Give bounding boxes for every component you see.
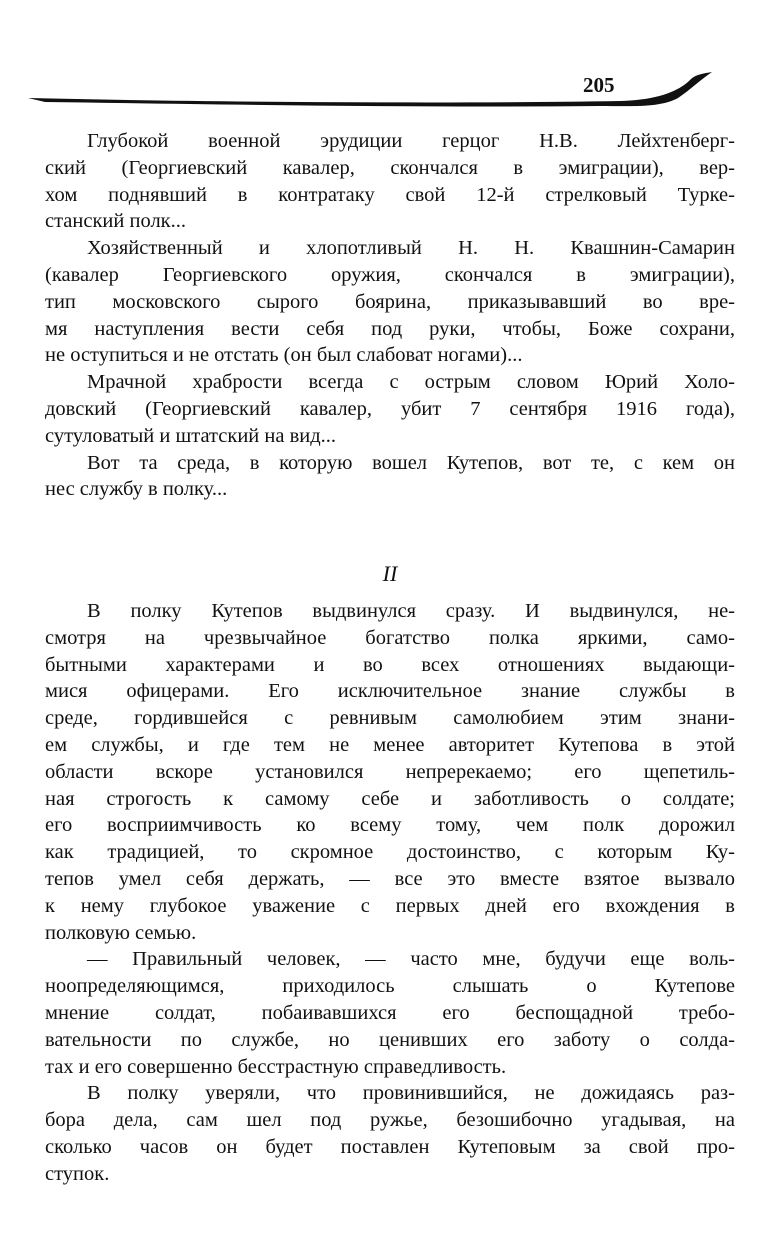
text-line: бора дела, сам шел под ружье, безошибочно угадывая, на [45,1109,735,1132]
paragraph [45,369,735,449]
text-line: ступок. [45,1162,110,1185]
text-line: ем службы, и где тем не менее авторитет Кутепова в этой [45,733,735,756]
text-line: к нему глубокое уважение с первых дней его вхождения в [45,894,735,917]
text-line: В полку Кутепов выдвинулся сразу. И выдвинулся, не- [87,599,735,622]
text-line: сутуловатый и штатский на вид... [45,424,337,447]
page-number: 205 [583,73,615,97]
paragraph [45,1080,735,1187]
text-line: станский полк... [45,210,187,233]
text-line: области вскоре установился непререкаемо; его щепетиль- [45,760,735,783]
text-line: среде, гордившейся с ревнивым самолюбием этим знани- [45,707,735,730]
text-line: бытными характерами и во всех отношениях выдающи- [45,653,735,676]
text-line: полковую семью. [45,921,197,944]
paragraph [45,598,735,946]
text-line: ноопределяющимся, приходилось слышать о Кутепове [45,975,735,998]
text-line: не оступиться и не отстать (он был слабоват ногами)... [45,344,523,367]
text-line: хом поднявший в контратаку свой 12-й стрелковый Турке- [45,183,735,206]
text-line: тах и его совершенно бесстрастную справедливость. [45,1055,507,1078]
text-line: Мрачной храбрости всегда с острым словом Юрий Холо- [87,371,735,394]
text-line: его восприимчивость ко всему тому, чем полк дорожил [45,814,735,837]
text-line: В полку уверяли, что провинившийся, не дожидаясь раз- [87,1082,735,1105]
text-line: тепов умел себя держать, — все это вместе взятое вызвало [45,867,735,890]
text-line: мнение солдат, побаивавшихся его беспощадной требо- [45,1001,735,1024]
text-line: ский (Георгиевский кавалер, скончался в эмиграции), вер- [45,156,735,179]
text-line: мя наступления вести себя под руки, чтобы, Боже сохрани, [45,317,735,340]
text-line: нес службу в полку... [45,478,228,501]
text-line: Вот та среда, в которую вошел Кутепов, вот те, с кем он [87,451,735,474]
text-line: Глубокой военной эрудиции герцог Н.В. Лейхтенберг- [87,130,735,152]
text-line: — Правильный человек, — часто мне, будучи еще воль- [87,948,735,971]
section-heading: II [382,561,398,587]
text-line: сколько часов он будет поставлен Кутеповым за свой про- [45,1135,735,1158]
header-rule-ornament [0,60,782,110]
paragraph [45,946,735,1080]
text-line: вательности по службе, но ценивших его заботу о солда- [45,1028,735,1051]
text-line: тип московского сырого боярина, приказывавший во вре- [45,290,735,313]
paragraph [45,450,735,504]
text-line: (кавалер Георгиевского оружия, скончался в эмиграции), [45,263,735,286]
text-line: довский (Георгиевский кавалер, убит 7 сентября 1916 года), [45,397,735,420]
paragraph [45,128,735,235]
text-line: Хозяйственный и хлопотливый Н. Н. Квашнин-Самарин [87,237,735,260]
text-line: ная строгость к самому себе и заботливость о солдате; [45,787,735,810]
body-text [45,128,735,1187]
running-header [0,60,782,110]
text-line: мися офицерами. Его исключительное знание службы в [45,680,735,703]
text-line: как традицией, то скромное достоинство, с которым Ку- [45,841,735,864]
text-line: смотря на чрезвычайное богатство полка яркими, само- [45,626,735,649]
paragraph [45,235,735,369]
